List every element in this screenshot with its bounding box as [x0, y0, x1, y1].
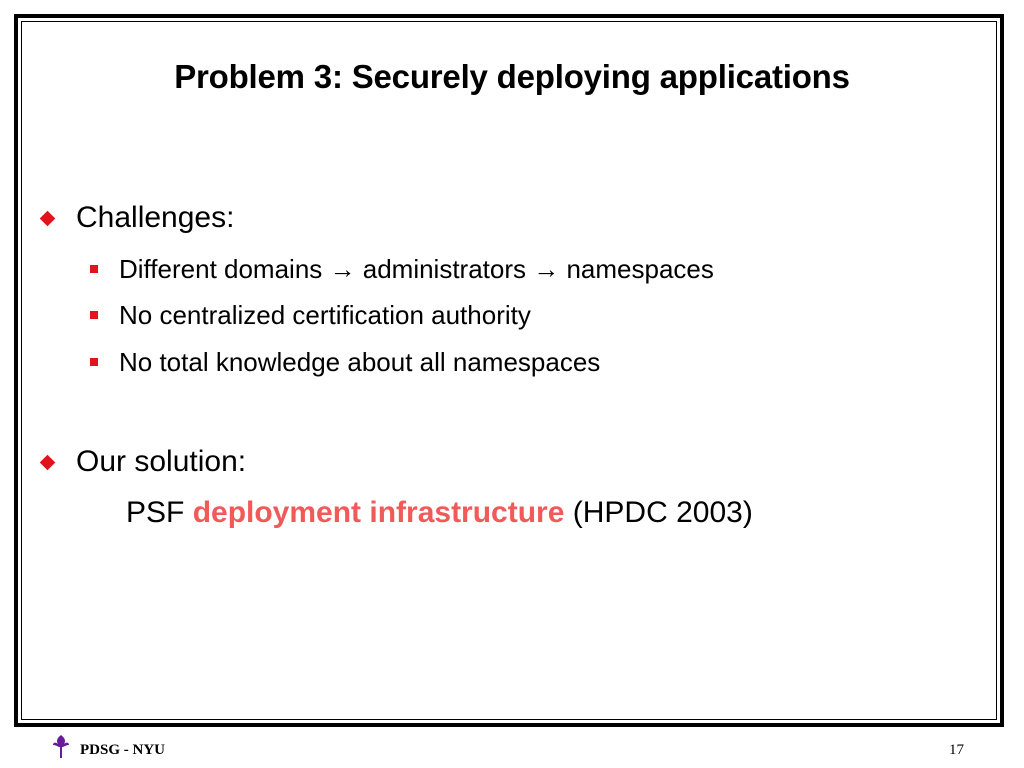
sub-bullet-text: No total knowledge about all namespaces	[119, 347, 601, 377]
bullet-heading: Challenges:	[76, 201, 235, 234]
bullet-heading: Our solution:	[76, 445, 247, 478]
solution-prefix: PSF	[126, 496, 193, 529]
slide-title: Problem 3: Securely deploying applications	[174, 58, 850, 95]
square-bullet-icon	[90, 358, 98, 366]
solution-suffix: (HPDC 2003)	[564, 496, 753, 529]
sub-bullet-text: No centralized certification authority	[119, 300, 531, 330]
sub-bullet-text: Different domains → administrators → namespaces	[119, 254, 714, 284]
solution-highlight: deployment infrastructure	[192, 496, 565, 529]
square-bullet-icon	[90, 265, 98, 273]
solution-line	[126, 496, 753, 530]
square-bullet-icon	[90, 311, 98, 319]
page-number: 17	[949, 742, 964, 758]
nyu-torch-icon	[50, 733, 72, 764]
footer-org: PDSG - NYU	[80, 742, 165, 758]
